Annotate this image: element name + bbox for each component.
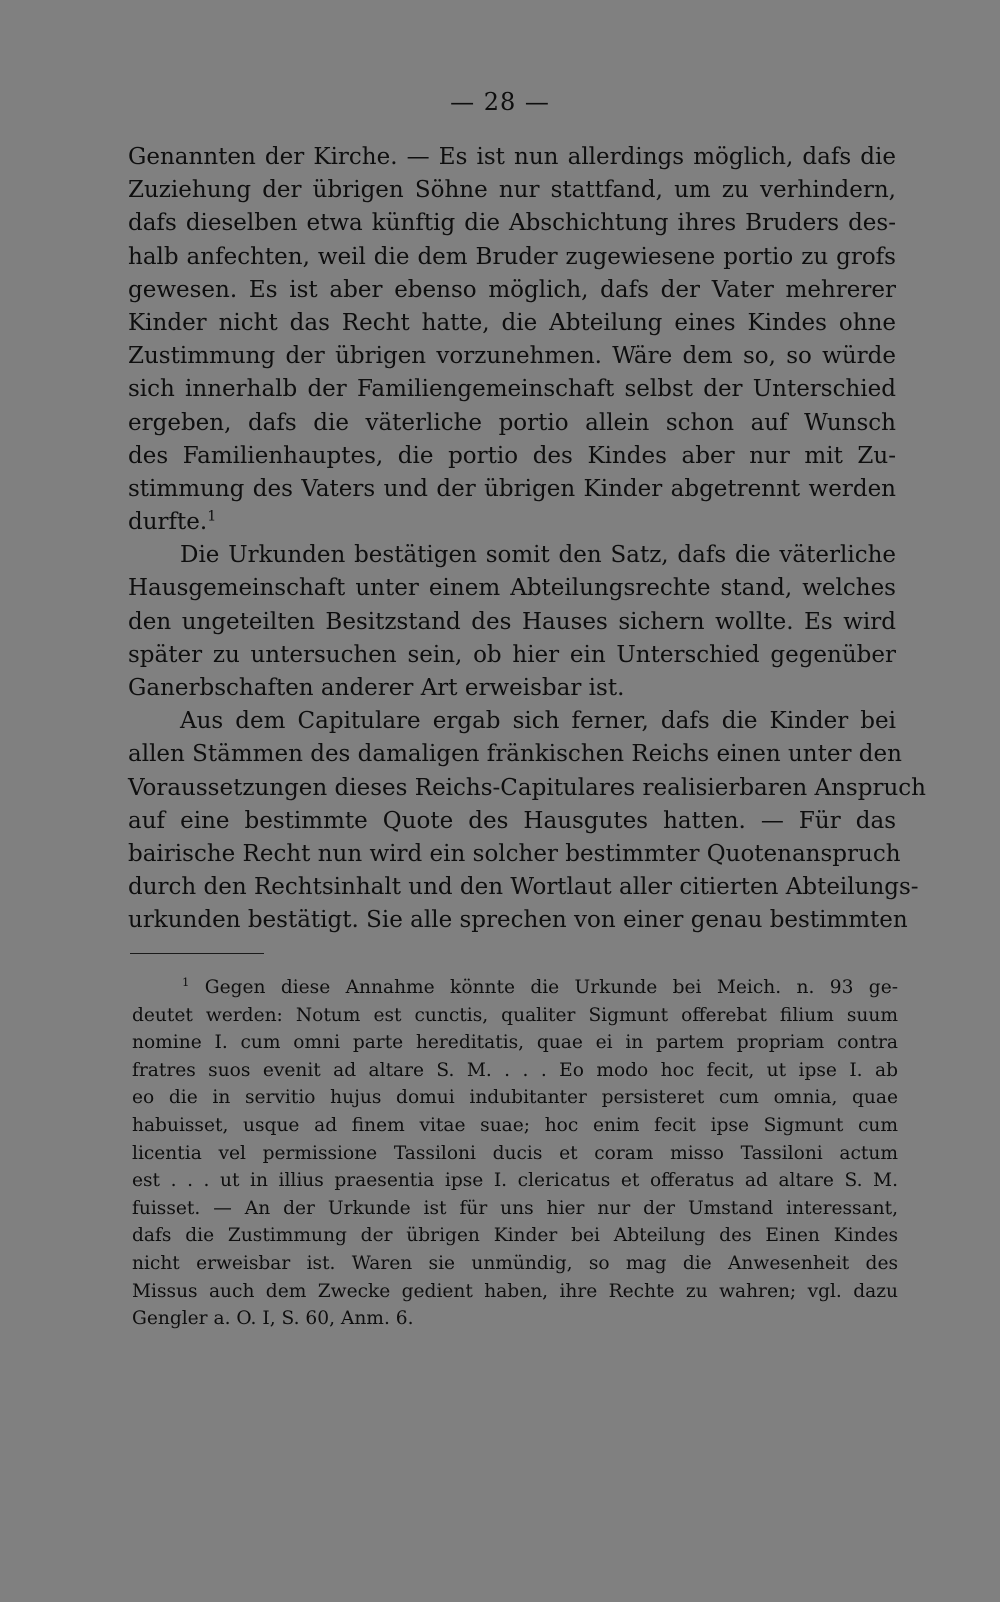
footnote-line: deutet werden: Notum est cunctis, qualiter Sigmunt offerebat filium suum <box>132 1004 898 1026</box>
footnote-line: nicht erweisbar ist. Waren sie unmündig, so mag die Anwesenheit des <box>132 1252 898 1274</box>
footnote-line: fratres suos evenit ad altare S. M. . . . Eo modo hoc fecit, ut ipse I. ab <box>132 1059 898 1081</box>
text-line: gewesen. Es ist aber ebenso möglich, dafs der Vater mehrerer <box>128 276 896 303</box>
text-line: urkunden bestätigt. Sie alle sprechen von einer genau bestimmten <box>128 907 908 934</box>
footnote-line: dafs die Zustimmung der übrigen Kinder bei Abteilung des Einen Kindes <box>132 1225 898 1247</box>
text-line: Zustimmung der übrigen vorzunehmen. Wäre dem so, so würde <box>128 343 896 370</box>
paragraph-2 <box>128 539 896 705</box>
footnote-line: est . . . ut in illius praesentia ipse I. clericatus et offeratus ad altare S. M. <box>132 1170 898 1192</box>
footnote-line: habuisset, usque ad finem vitae suae; hoc enim fecit ipse Sigmunt cum <box>132 1114 898 1136</box>
text-line: Hausgemeinschaft unter einem Abteilungsrechte stand, welches <box>128 575 896 602</box>
text-line: Die Urkunden bestätigen somit den Satz, dafs die väterliche <box>180 542 896 569</box>
footnote-line: eo die in servitio hujus domui indubitanter persisteret cum omnia, quae <box>132 1087 898 1109</box>
text-line: ergeben, dafs die väterliche portio allein schon auf Wunsch <box>128 409 896 436</box>
text-line-content: durfte. <box>128 509 208 536</box>
text-line: Ganerbschaften anderer Art erweisbar ist. <box>128 675 625 701</box>
text-line: allen Stämmen des damaligen fränkischen Reichs einen unter den <box>128 741 902 768</box>
footnote-line-content: Gegen diese Annahme könnte die Urkunde bei Meich. n. 93 ge- <box>204 977 898 998</box>
footnote-separator <box>130 953 264 954</box>
text-line: Genannten der Kirche. — Es ist nun allerdings möglich, dafs die <box>128 144 896 170</box>
footnote-line: nomine I. cum omni parte hereditatis, quae ei in partem propriam contra <box>132 1032 898 1054</box>
footnote-line: Missus auch dem Zwecke gedient haben, ihre Rechte zu wahren; vgl. dazu <box>132 1280 898 1302</box>
page-number: — 28 — <box>450 88 550 116</box>
text-line: stimmung des Vaters und der übrigen Kinder abgetrennt werden <box>128 475 896 502</box>
main-text <box>128 141 926 938</box>
text-line: Aus dem Capitulare ergab sich ferner, dafs die Kinder bei <box>180 708 896 735</box>
footnote-line: Gengler a. O. I, S. 60, Anm. 6. <box>132 1308 414 1330</box>
text-line: halb anfechten, weil die dem Bruder zugewiesene portio zu grofs <box>128 243 896 270</box>
footnote-marker: 1 <box>207 508 217 525</box>
footnote-line <box>132 974 898 1002</box>
text-line: auf eine bestimmte Quote des Hausgutes hatten. — Für das <box>128 807 896 834</box>
paragraph-1 <box>128 141 896 539</box>
text-line: bairische Recht nun wird ein solcher bestimmter Quotenanspruch <box>128 840 901 867</box>
text-line: Kinder nicht das Recht hatte, die Abteilung eines Kindes ohne <box>128 309 896 336</box>
text-line: dafs dieselben etwa künftig die Abschichtung ihres Bruders des- <box>128 210 896 237</box>
footnote <box>132 974 898 1333</box>
text-line <box>128 506 896 539</box>
text-line: später zu untersuchen sein, ob hier ein Unterschied gegenüber <box>128 641 896 668</box>
footnote-line: fuisset. — An der Urkunde ist für uns hier nur der Umstand interessant, <box>132 1197 898 1219</box>
paragraph-3 <box>128 705 926 937</box>
footnote-line: licentia vel permissione Tassiloni ducis et coram misso Tassiloni actum <box>132 1142 898 1164</box>
text-line: Voraussetzungen dieses Reichs-Capitulares realisierbaren Anspruch <box>128 774 926 801</box>
text-line: durch den Rechtsinhalt und den Wortlaut aller citierten Abteilungs- <box>128 874 919 901</box>
text-line: des Familienhauptes, die portio des Kindes aber nur mit Zu- <box>128 442 896 469</box>
text-line: den ungeteilten Besitzstand des Hauses sichern wollte. Es wird <box>128 608 896 635</box>
text-line: Zuziehung der übrigen Söhne nur stattfand, um zu verhindern, <box>128 177 896 204</box>
footnote-number: 1 <box>182 974 190 989</box>
text-line: sich innerhalb der Familiengemeinschaft selbst der Unterschied <box>128 376 896 403</box>
